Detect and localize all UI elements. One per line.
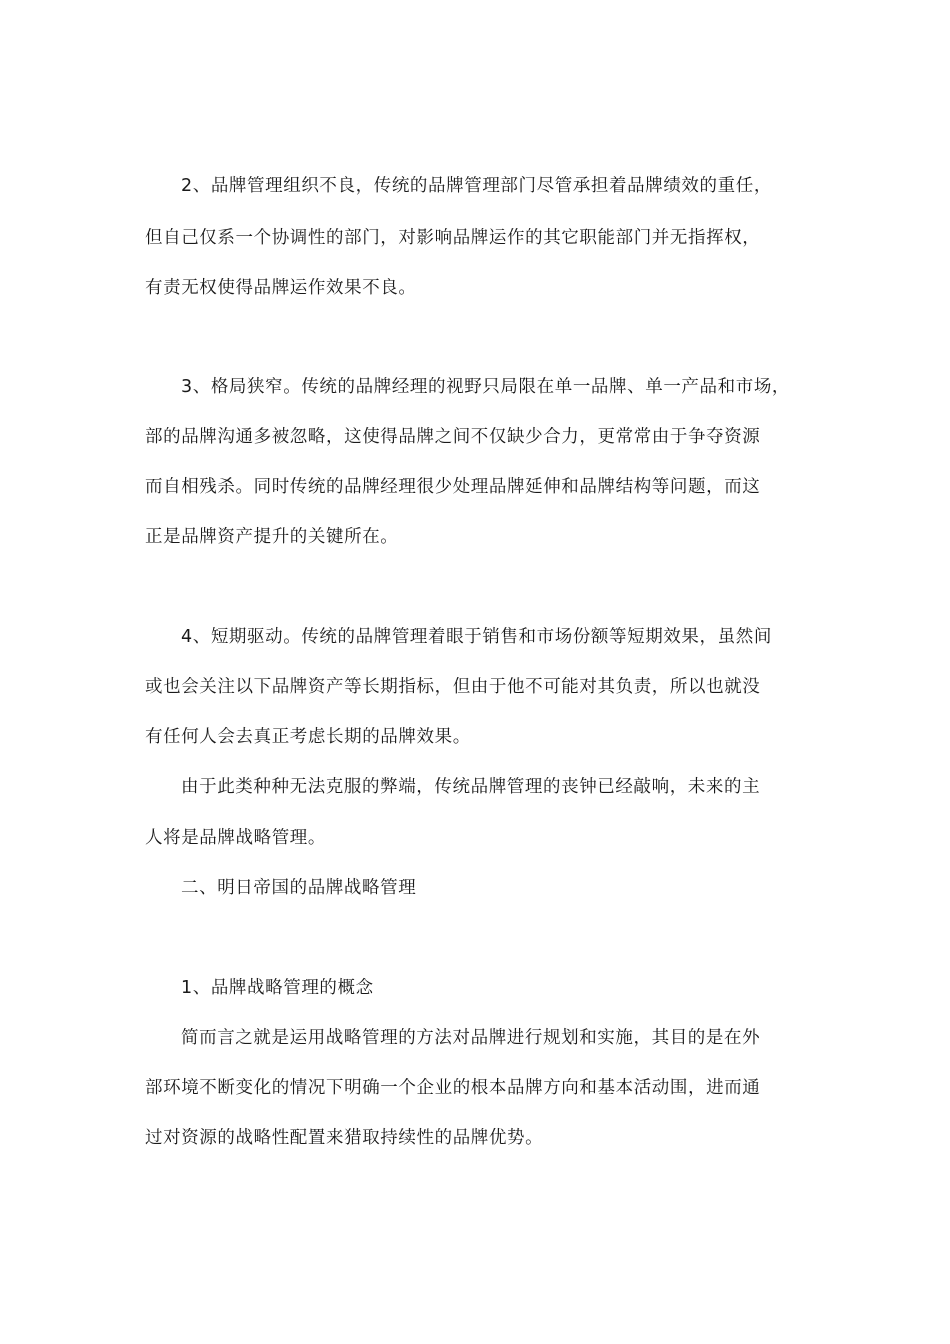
paragraph-2-line-3: 有责无权使得品牌运作效果不良。 bbox=[145, 278, 417, 298]
paragraph-5-line-2: 人将是品牌战略管理。 bbox=[145, 828, 326, 848]
subsection-heading: 1、品牌战略管理的概念 bbox=[181, 978, 374, 998]
paragraph-6-line-2: 部环境不断变化的情况下明确一个企业的根本品牌方向和基本活动围，进而通 bbox=[145, 1078, 761, 1098]
paragraph-6-line-1: 简而言之就是运用战略管理的方法对品牌进行规划和实施，其目的是在外 bbox=[181, 1028, 761, 1048]
paragraph-2-line-1: 2、品牌管理组织不良，传统的品牌管理部门尽管承担着品牌绩效的重任， bbox=[181, 176, 772, 196]
paragraph-3-line-2: 部的品牌沟通多被忽略，这使得品牌之间不仅缺少合力，更常常由于争夺资源 bbox=[145, 427, 761, 447]
paragraph-3-line-3: 而自相残杀。同时传统的品牌经理很少处理品牌延伸和品牌结构等问题，而这 bbox=[145, 477, 761, 497]
paragraph-3-line-1: 3、格局狭窄。传统的品牌经理的视野只局限在单一品牌、单一产品和市场， bbox=[181, 377, 791, 397]
paragraph-3-line-4: 正是品牌资产提升的关键所在。 bbox=[145, 527, 399, 547]
paragraph-6-line-3: 过对资源的战略性配置来猎取持续性的品牌优势。 bbox=[145, 1128, 544, 1148]
section-heading: 二、明日帝国的品牌战略管理 bbox=[181, 878, 417, 898]
paragraph-4-line-2: 或也会关注以下品牌资产等长期指标，但由于他不可能对其负责，所以也就没 bbox=[145, 677, 761, 697]
paragraph-5-line-1: 由于此类种种无法克服的弊端，传统品牌管理的丧钟已经敲响，未来的主 bbox=[181, 777, 761, 797]
paragraph-4-line-1: 4、短期驱动。传统的品牌管理着眼于销售和市场份额等短期效果，虽然间 bbox=[181, 627, 772, 647]
paragraph-4-line-3: 有任何人会去真正考虑长期的品牌效果。 bbox=[145, 727, 471, 747]
paragraph-2-line-2: 但自己仅系一个协调性的部门，对影响品牌运作的其它职能部门并无指挥权， bbox=[145, 228, 761, 248]
